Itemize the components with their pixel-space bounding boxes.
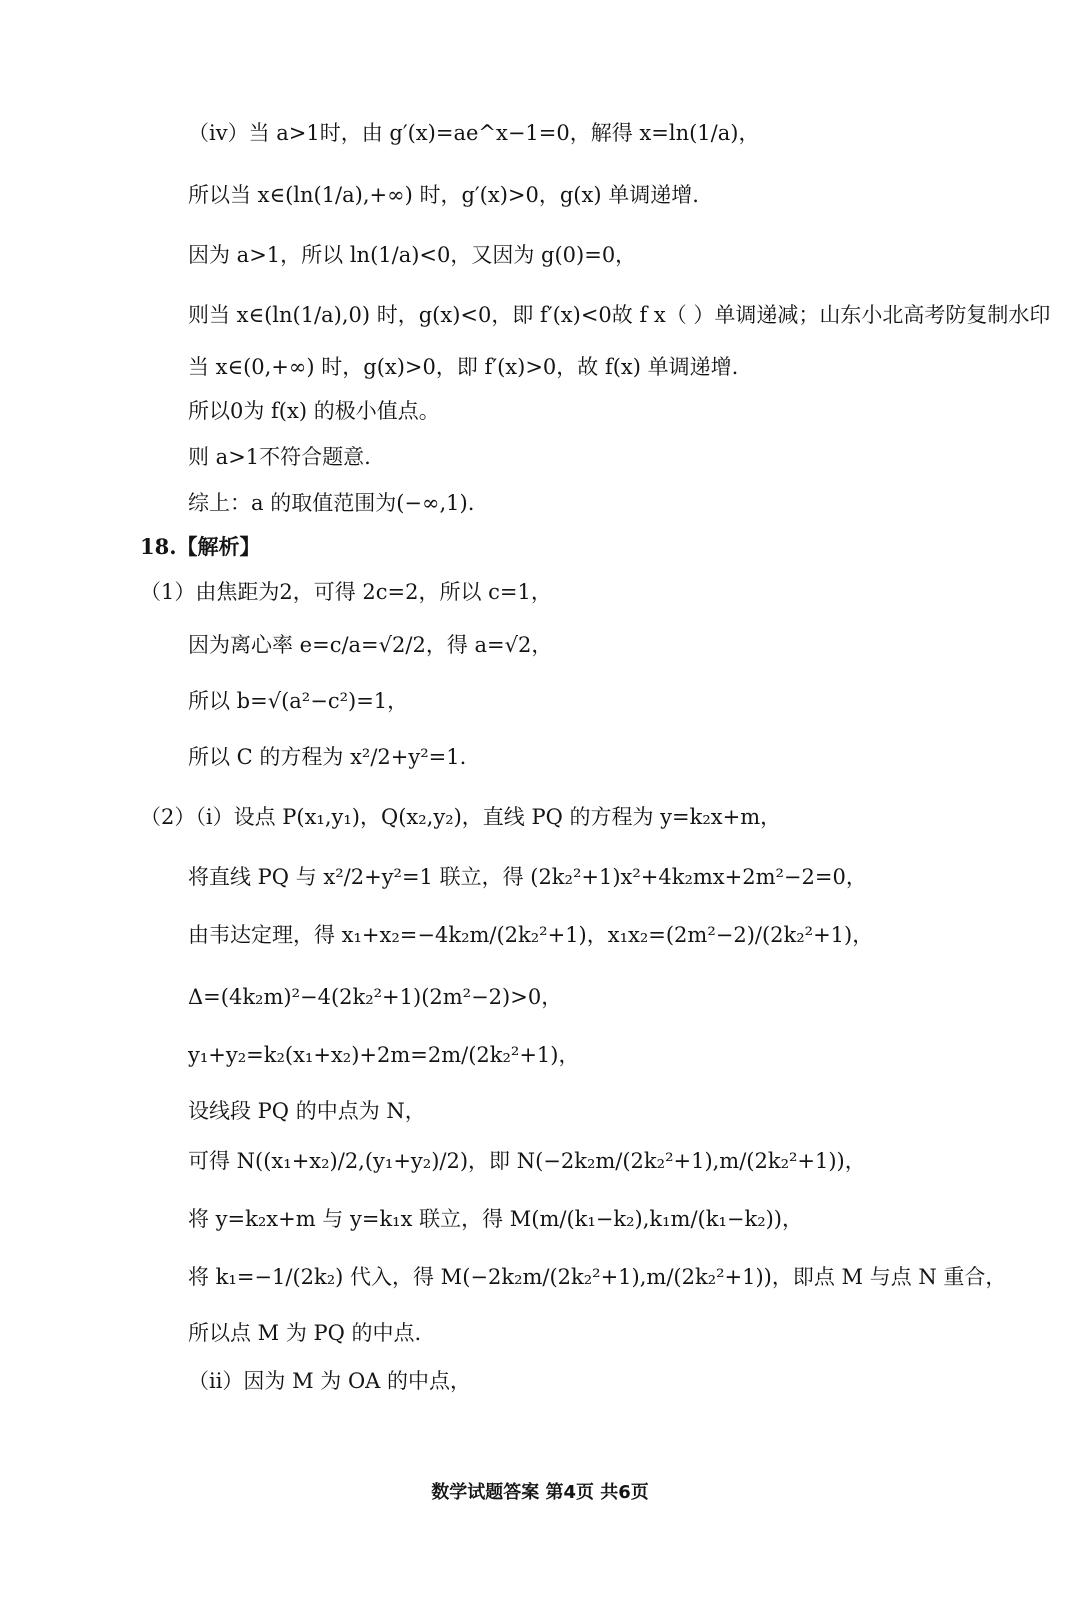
line-ellipse-equation: 所以 C 的方程为 x²/2+y²=1.	[188, 745, 467, 769]
line-ln-negative: 因为 a>1，所以 ln(1/a)<0，又因为 g(0)=0，	[188, 243, 637, 267]
line-m-midpoint: 所以点 M 为 PQ 的中点.	[188, 1321, 422, 1345]
line-positive-interval: 当 x∈(0,+∞) 时，g(x)>0，即 f′(x)>0，故 f(x) 单调递增.	[188, 355, 739, 379]
line-substitute-k1: 将 k₁=−1/(2k₂) 代入，得 M(−2k₂m/(2k₂²+1),m/(2k₂²+1))，即点 M 与点 N 重合，	[188, 1265, 1007, 1289]
line-increasing-interval: 所以当 x∈(ln(1/a),+∞) 时，g′(x)>0，g(x) 单调递增.	[188, 183, 699, 207]
line-part1-focal: （1）由焦距为2，可得 2c=2，所以 c=1，	[140, 580, 552, 604]
line-m-coordinates: 将 y=k₂x+m 与 y=k₁x 联立，得 M(m/(k₁−k₂),k₁m/(k₁−k₂))，	[188, 1207, 803, 1231]
line-midpoint-n: 设线段 PQ 的中点为 N，	[188, 1099, 426, 1123]
line-n-coordinates: 可得 N((x₁+x₂)/2,(y₁+y₂)/2)，即 N(−2k₂m/(2k₂²+1),m/(2k₂²+1))，	[188, 1149, 866, 1173]
line-part-ii: （ii）因为 M 为 OA 的中点，	[188, 1369, 472, 1393]
page-footer: 数学试题答案 第4页 共6页	[431, 1482, 649, 1503]
line-b-value: 所以 b=√(a²−c²)=1，	[188, 689, 409, 713]
line-combine-equations: 将直线 PQ 与 x²/2+y²=1 联立，得 (2k₂²+1)x²+4k₂mx+2m²−2=0，	[188, 865, 867, 889]
line-iv-condition: （iv）当 a>1时，由 g′(x)=ae^x−1=0，解得 x=ln(1/a)，	[188, 121, 760, 145]
problem-18-heading: 18.【解析】	[140, 534, 261, 559]
line-y-sum: y₁+y₂=k₂(x₁+x₂)+2m=2m/(2k₂²+1)，	[188, 1043, 580, 1067]
line-discriminant: Δ=(4k₂m)²−4(2k₂²+1)(2m²−2)>0，	[188, 985, 563, 1009]
line-part2-setup: （2）（i）设点 P(x₁,y₁)，Q(x₂,y₂)，直线 PQ 的方程为 y=k₂x+m，	[140, 805, 782, 829]
line-decreasing-interval: 则当 x∈(ln(1/a),0) 时，g(x)<0，即 f′(x)<0故 f x（ ）单调递减；山东小北高考防复制水印	[188, 303, 1051, 327]
line-not-valid: 则 a>1不符合题意.	[188, 445, 371, 469]
line-summary: 综上：a 的取值范围为(−∞,1).	[188, 491, 475, 515]
line-vieta: 由韦达定理，得 x₁+x₂=−4k₂m/(2k₂²+1)，x₁x₂=(2m²−2)/(2k₂²+1)，	[188, 923, 874, 947]
line-min-point: 所以0为 f(x) 的极小值点。	[188, 399, 440, 423]
line-eccentricity: 因为离心率 e=c/a=√2/2，得 a=√2，	[188, 633, 553, 657]
